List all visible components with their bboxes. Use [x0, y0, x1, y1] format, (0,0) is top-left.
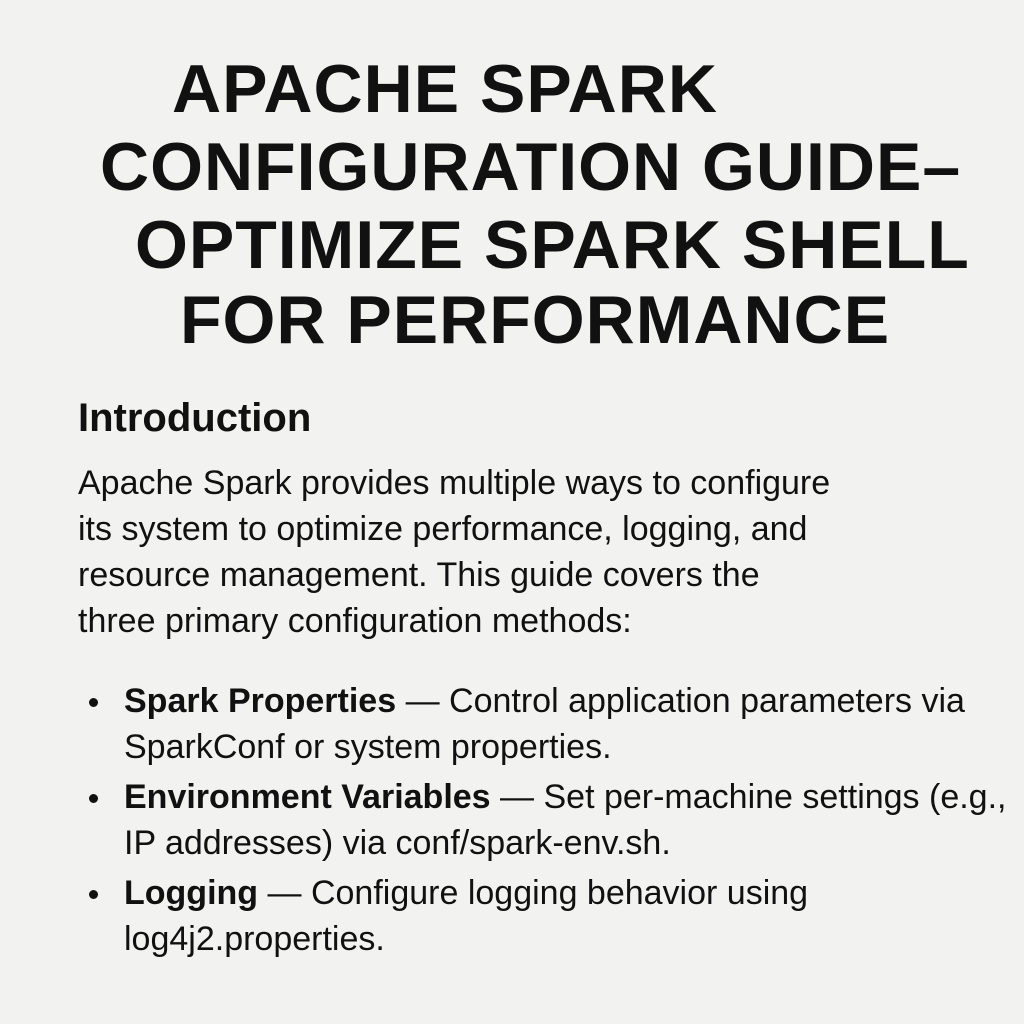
intro-line-2: its system to optimize performance, logging, and — [78, 510, 808, 548]
method-term: Logging — [124, 874, 259, 912]
methods-list — [84, 678, 1014, 966]
title-line-1: APACHE SPARK — [172, 51, 718, 127]
method-term: Environment Variables — [124, 778, 491, 816]
method-description: — Configure logging behavior using log4j2.properties. — [124, 874, 809, 958]
intro-line-4: three primary configuration methods: — [78, 602, 632, 640]
list-item — [84, 774, 1014, 866]
list-item — [84, 678, 1014, 770]
section-heading-introduction: Introduction — [78, 396, 312, 440]
method-description: — Set per-machine settings (e.g., IP addresses) via conf/spark-env.sh. — [124, 778, 1007, 862]
list-item — [84, 870, 1014, 962]
title-line-2: CONFIGURATION GUIDE– — [100, 129, 962, 205]
method-description: — Control application parameters via SparkConf or system properties. — [124, 682, 965, 766]
intro-line-3: resource management. This guide covers the — [78, 556, 760, 594]
title-line-3: OPTIMIZE SPARK SHELL — [135, 207, 970, 283]
intro-line-1: Apache Spark provides multiple ways to configure — [78, 464, 831, 502]
title-line-4: FOR PERFORMANCE — [180, 282, 891, 358]
method-term: Spark Properties — [124, 682, 397, 720]
